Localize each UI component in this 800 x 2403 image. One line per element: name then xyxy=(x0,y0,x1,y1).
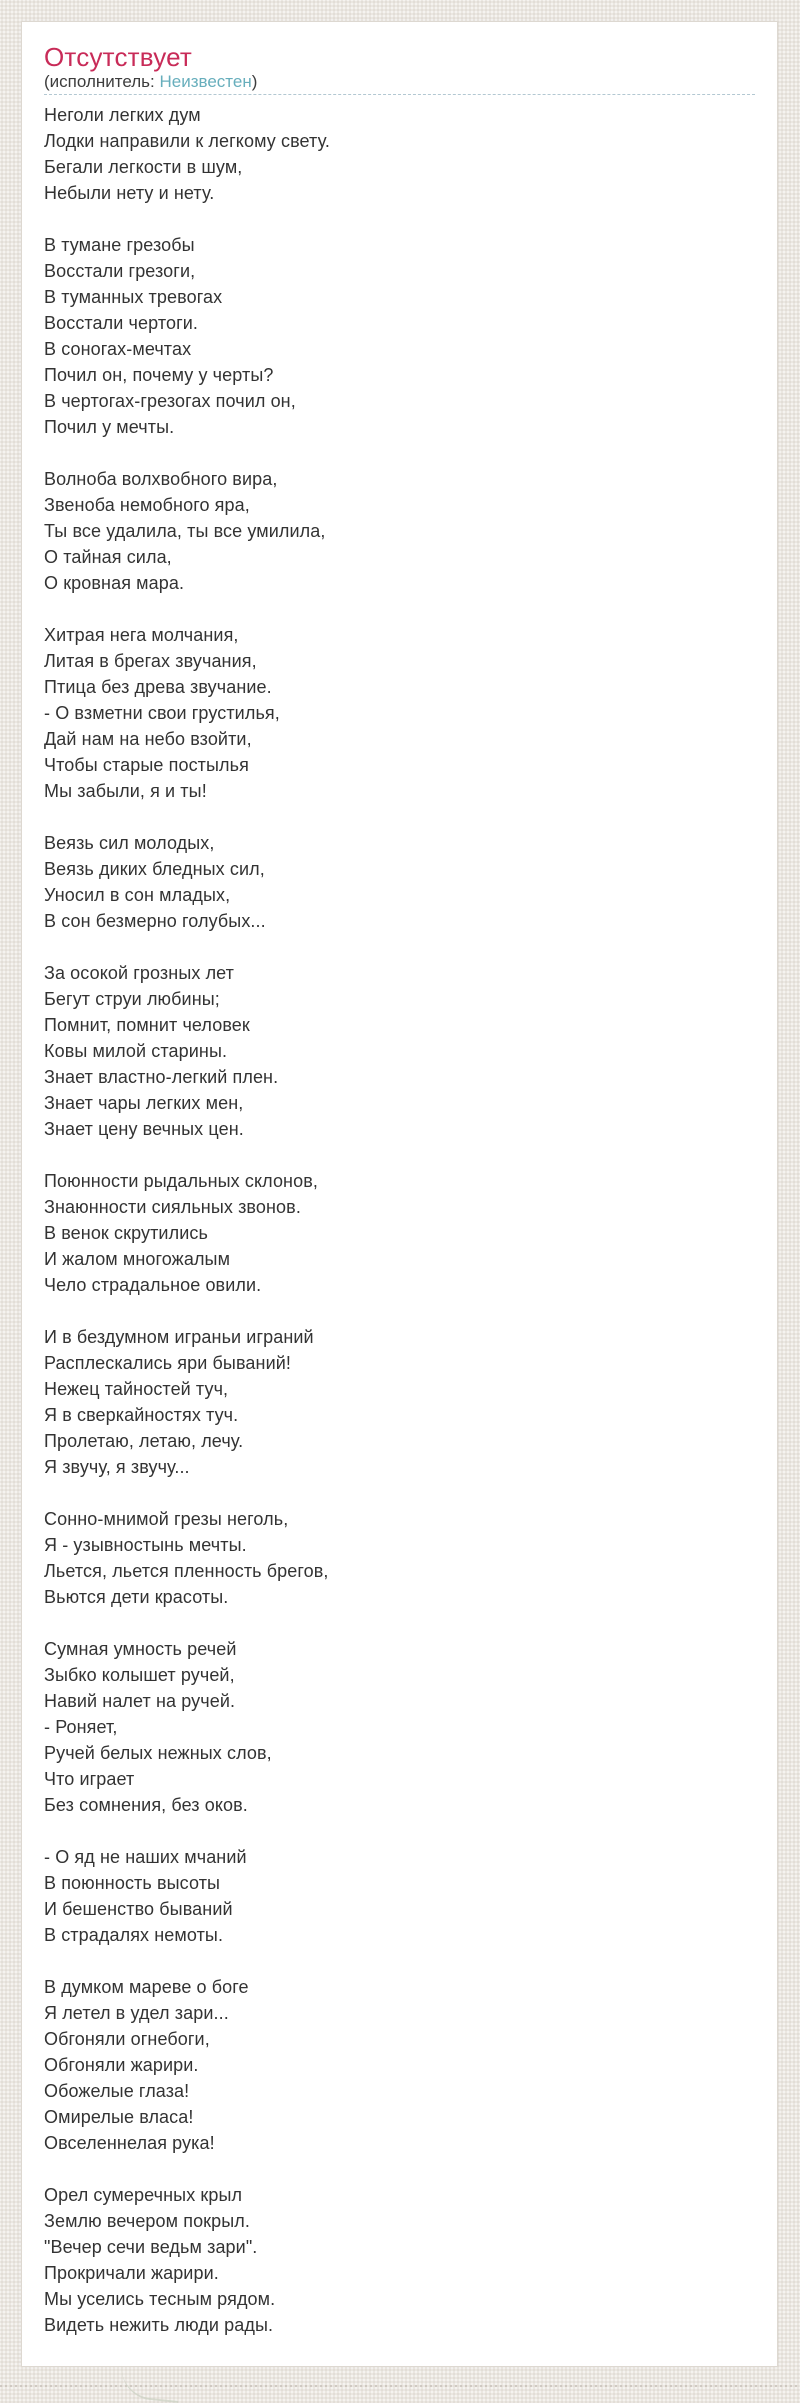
lyrics-line: И жалом многожалым xyxy=(44,1249,231,1269)
lyrics xyxy=(44,102,755,2338)
page-bottom-swoosh-decoration xyxy=(118,2365,181,2403)
lyrics-line: Восстали чертоги. xyxy=(44,313,199,333)
lyrics-line: В думком мареве о боге xyxy=(44,1977,249,1997)
lyrics-line: Птица без древа звучание. xyxy=(44,677,272,697)
lyrics-line: Вьются дети красоты. xyxy=(44,1587,229,1607)
lyrics-line: Звеноба немобного яра, xyxy=(44,495,250,515)
lyrics-line: Обгоняли жарири. xyxy=(44,2055,199,2075)
lyrics-line: Хитрая нега молчания, xyxy=(44,625,239,645)
lyrics-line: Пролетаю, летаю, лечу. xyxy=(44,1431,244,1451)
lyrics-line: Зыбко колышет ручей, xyxy=(44,1665,235,1685)
lyrics-line: Литая в брегах звучания, xyxy=(44,651,257,671)
lyrics-line: - О яд не наших мчаний xyxy=(44,1847,247,1867)
lyrics-line: В сон безмерно голубых... xyxy=(44,911,266,931)
lyrics-line: Чтобы старые постылья xyxy=(44,755,249,775)
lyrics-line: Омирелые власа! xyxy=(44,2107,194,2127)
lyrics-line: В соногах-мечтах xyxy=(44,339,192,359)
stanza xyxy=(44,1636,755,1818)
lyrics-line: Волноба волхвобного вира, xyxy=(44,469,278,489)
artist-line xyxy=(44,72,755,95)
lyrics-line: Бегут струи любины; xyxy=(44,989,220,1009)
lyrics-line: Мы уселись тесным рядом. xyxy=(44,2289,276,2309)
stanza xyxy=(44,1168,755,1298)
lyrics-line: Обгоняли огнебоги, xyxy=(44,2029,210,2049)
lyrics-line: В страдалях немоты. xyxy=(44,1925,224,1945)
lyrics-line: В тумане грезобы xyxy=(44,235,195,255)
lyrics-line: В поюнность высоты xyxy=(44,1873,221,1893)
artist-link[interactable]: Неизвестен xyxy=(159,72,252,91)
song-title: Отсутствует xyxy=(44,42,193,72)
stanza xyxy=(44,2182,755,2338)
lyrics-line: Ручей белых нежных слов, xyxy=(44,1743,272,1763)
lyrics-line: Знает чары легких мен, xyxy=(44,1093,244,1113)
lyrics-line: Льется, льется пленность брегов, xyxy=(44,1561,329,1581)
lyrics-line: В венок скрутились xyxy=(44,1223,208,1243)
lyrics-line: Небыли нету и нету. xyxy=(44,183,215,203)
lyrics-line: Веязь диких бледных сил, xyxy=(44,859,265,879)
lyrics-line: О кровная мара. xyxy=(44,573,185,593)
lyrics-line: И в бездумном играньи играний xyxy=(44,1327,314,1347)
lyrics-line: Прокричали жарири. xyxy=(44,2263,219,2283)
lyrics-line: Дай нам на небо взойти, xyxy=(44,729,252,749)
lyrics-line: Сумная умность речей xyxy=(44,1639,237,1659)
lyrics-line: Мы забыли, я и ты! xyxy=(44,781,207,801)
stanza xyxy=(44,466,755,596)
lyrics-line: Почил он, почему у черты? xyxy=(44,365,274,385)
lyrics-line: Сонно-мнимой грезы неголь, xyxy=(44,1509,289,1529)
stanza xyxy=(44,1844,755,1948)
lyrics-line: Лодки направили к легкому свету. xyxy=(44,131,330,151)
stanza xyxy=(44,1506,755,1610)
lyrics-line: Я в сверкайностях туч. xyxy=(44,1405,239,1425)
lyrics-line: - Роняет, xyxy=(44,1717,118,1737)
stanza xyxy=(44,1974,755,2156)
lyrics-line: Ты все удалила, ты все умилила, xyxy=(44,521,326,541)
lyrics-line: За осокой грозных лет xyxy=(44,963,235,983)
stanza xyxy=(44,830,755,934)
stanza xyxy=(44,622,755,804)
lyrics-line: Ковы милой старины. xyxy=(44,1041,228,1061)
lyrics-line: И бешенство бываний xyxy=(44,1899,233,1919)
lyrics-line: В туманных тревогах xyxy=(44,287,223,307)
lyrics-line: Веязь сил молодых, xyxy=(44,833,215,853)
lyrics-line: Видеть нежить люди рады. xyxy=(44,2315,274,2335)
lyrics-line: Что играет xyxy=(44,1769,135,1789)
lyrics-line: Нежец тайностей туч, xyxy=(44,1379,229,1399)
lyrics-line: - О взметни свои грустилья, xyxy=(44,703,280,723)
artist-prefix: (исполнитель: xyxy=(44,72,160,91)
stanza xyxy=(44,1324,755,1480)
lyrics-line: Чело страдальное овили. xyxy=(44,1275,262,1295)
lyrics-line: Без сомнения, без оков. xyxy=(44,1795,248,1815)
lyrics-line: Я звучу, я звучу... xyxy=(44,1457,190,1477)
lyrics-line: Я летел в удел зари... xyxy=(44,2003,229,2023)
lyrics-line: О тайная сила, xyxy=(44,547,172,567)
lyrics-line: Расплескались яри бываний! xyxy=(44,1353,291,1373)
lyrics-line: Овселеннелая рука! xyxy=(44,2133,215,2153)
lyrics-line: "Вечер сечи ведьм зари". xyxy=(44,2237,258,2257)
lyrics-line: Неголи легких дум xyxy=(44,105,201,125)
stanza xyxy=(44,960,755,1142)
lyrics-card xyxy=(21,21,778,2367)
lyrics-line: Почил у мечты. xyxy=(44,417,175,437)
lyrics-line: Я - узывностынь мечты. xyxy=(44,1535,247,1555)
lyrics-line: Помнит, помнит человек xyxy=(44,1015,250,1035)
stanza xyxy=(44,232,755,440)
lyrics-line: Уносил в сон младых, xyxy=(44,885,231,905)
lyrics-line: Землю вечером покрыл. xyxy=(44,2211,251,2231)
lyrics-line: Поюнности рыдальных склонов, xyxy=(44,1171,318,1191)
page-bottom-dotted-edge xyxy=(0,2385,800,2387)
lyrics-line: Орел сумеречных крыл xyxy=(44,2185,243,2205)
lyrics-line: Обожелые глаза! xyxy=(44,2081,190,2101)
lyrics-line: В чертогах-грезогах почил он, xyxy=(44,391,296,411)
artist-suffix: ) xyxy=(251,72,258,91)
lyrics-line: Знает цену вечных цен. xyxy=(44,1119,244,1139)
stanza xyxy=(44,102,755,206)
lyrics-line: Знаюнности сияльных звонов. xyxy=(44,1197,301,1217)
lyrics-line: Знает властно-легкий плен. xyxy=(44,1067,279,1087)
lyrics-line: Навий налет на ручей. xyxy=(44,1691,236,1711)
lyrics-line: Бегали легкости в шум, xyxy=(44,157,243,177)
lyrics-line: Восстали грезоги, xyxy=(44,261,196,281)
